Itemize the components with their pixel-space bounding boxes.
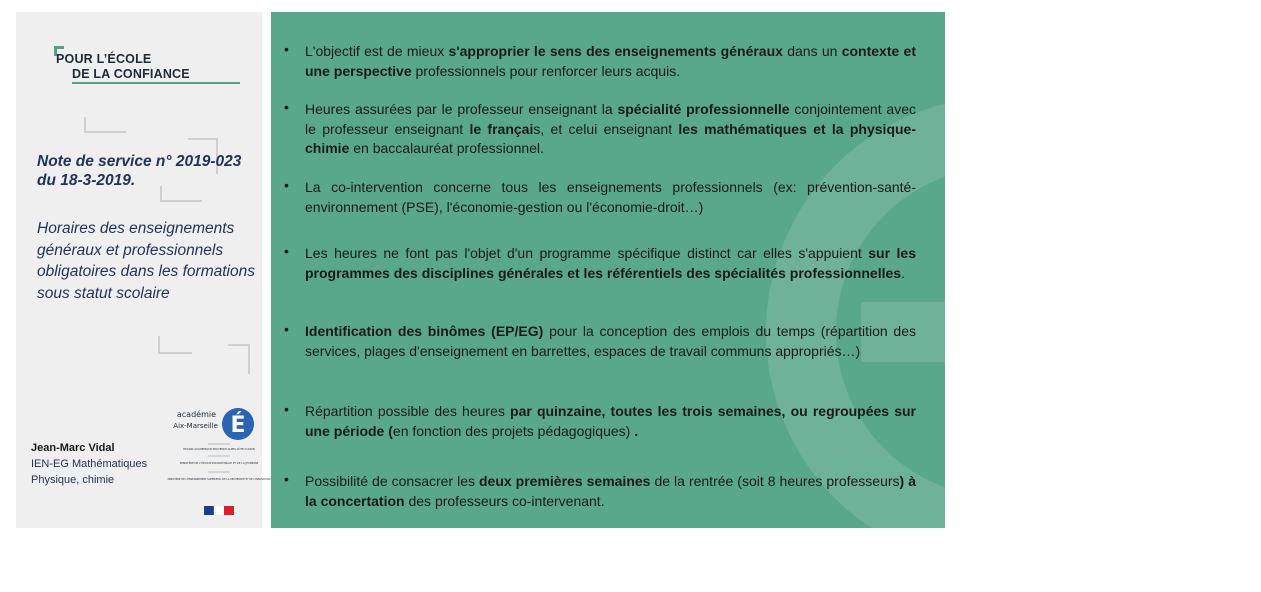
- author-block: [31, 440, 171, 488]
- academie-logo: [167, 402, 271, 520]
- bullet-dot: •: [284, 401, 289, 417]
- academie-region: RÉGION ACADÉMIQUE PROVENCE-ALPES-CÔTE D’AZUR: [183, 448, 255, 451]
- bold-run: deux premières semaines: [479, 473, 651, 489]
- text-run: Les heures ne font pas l'objet d'un programme spécifique distinct car elles s'appuient: [305, 245, 869, 261]
- bullet-dot: •: [284, 471, 289, 487]
- ministere-1: MINISTÈRE DE L’ÉDUCATION NATIONALE ET DE LA JEUNESSE: [179, 462, 259, 465]
- flag-white: [214, 506, 224, 515]
- bold-run: s'approprier le sens des enseignements généraux: [448, 43, 783, 59]
- bullet-dot: •: [284, 177, 289, 193]
- text-run: de la rentrée (soit 8 heures professeurs: [650, 473, 900, 489]
- flag-blue: [204, 506, 214, 515]
- bullet-text: [305, 42, 916, 81]
- text-run: dans un: [782, 43, 842, 59]
- text-run: La co-intervention concerne tous les enseignements professionnels (ex: prévention-santé-environnement (PSE), l'économie-gestion ou l'économie-droit…): [305, 179, 916, 215]
- bullet-text: [305, 322, 916, 361]
- bold-run: .: [634, 422, 639, 439]
- text-run: pour la conception des emplois du temps (répartition des services, plages d'enseignement en barrettes, espaces de travail communs appropriés…): [305, 323, 916, 359]
- author-name: Jean-Marc Vidal: [31, 442, 115, 454]
- text-run: Heures assurées par le professeur enseignant la: [305, 101, 618, 117]
- bullet-dot: •: [284, 321, 289, 337]
- flag-red: [224, 506, 234, 515]
- text-run: .: [901, 264, 905, 281]
- bullet-text: [305, 100, 916, 159]
- text-run: s, et celui enseignant: [533, 120, 679, 137]
- bold-run: contexte et une perspective: [305, 43, 917, 79]
- bullet-text: [305, 178, 916, 217]
- text-run: en fonction des projets pédagogiques): [392, 422, 635, 439]
- text-run: professionnels pour renforcer leurs acquis.: [411, 62, 681, 79]
- text-run: conjointement avec le professeur enseignant: [305, 101, 917, 137]
- ministere-2: MINISTÈRE DE L’ENSEIGNEMENT SUPÉRIEUR, DE LA RECHERCHE ET DE L’INNOVATION: [167, 478, 271, 481]
- bullet-dot: •: [284, 99, 289, 115]
- bullet-text: [305, 402, 916, 441]
- bold-run: les mathématiques et la physique-chimie: [305, 120, 916, 156]
- text-run: Répartition possible des heures: [305, 403, 511, 419]
- logo-underline: [72, 82, 240, 84]
- text-run: L'objectif est de mieux: [305, 43, 449, 59]
- subtitle: Horaires des enseignements généraux et professionnels obligatoires dans les formations sous statut scolaire: [37, 220, 255, 302]
- text-run: en baccalauréat professionnel.: [349, 140, 544, 156]
- decor-bracket: [84, 117, 126, 133]
- bold-run: sur les programmes des disciplines générales et les référentiels des spécialités professionnelles: [305, 245, 917, 281]
- note-de-service: Note de service n° 2019-023 du 18-3-2019.: [37, 153, 242, 189]
- decor-bracket: [158, 336, 192, 354]
- bold-run: spécialité professionnelle: [617, 101, 790, 117]
- svg-text:É: É: [230, 413, 246, 438]
- author-role: Physique, chimie: [31, 474, 115, 486]
- bullet-dot: •: [284, 243, 289, 259]
- bullet-dot: •: [284, 41, 289, 57]
- decor-bracket: [228, 344, 250, 374]
- bold-run: Identification des binômes (EP/EG): [305, 323, 544, 339]
- bullet-text: [305, 472, 916, 511]
- bold-run: le françai: [469, 120, 534, 137]
- academie-city: Aix-Marseille: [173, 422, 218, 430]
- author-role: IEN-EG Mathématiques: [31, 458, 148, 470]
- logo-line-2: DE LA CONFIANCE: [72, 67, 190, 81]
- academie-emblem: [167, 402, 271, 520]
- bold-run: ) à la concertation: [305, 473, 916, 509]
- bullet-text: [305, 244, 916, 283]
- bold-run: par quinzaine, toutes les trois semaines, ou regroupées sur une période (: [305, 403, 917, 439]
- academie-word: académie: [176, 410, 216, 419]
- text-run: des professeurs co-intervenant.: [404, 492, 605, 509]
- logo-line-1: POUR L’ÉCOLE: [56, 52, 152, 66]
- text-run: Possibilité de consacrer les: [305, 473, 479, 489]
